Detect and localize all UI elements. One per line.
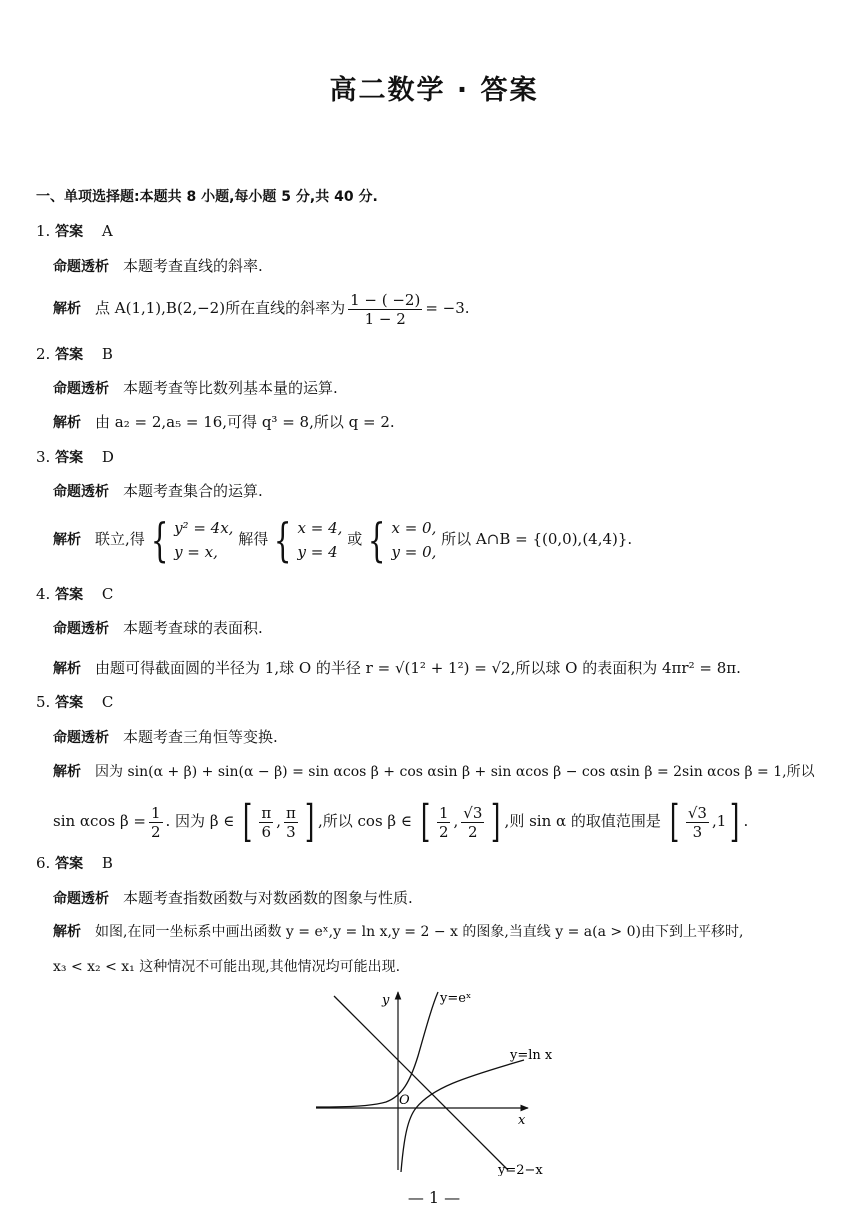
y-axis-label: y <box>382 993 390 1008</box>
bracket-close: ] <box>304 796 315 847</box>
bracket-open: [ <box>669 796 679 847</box>
analysis-label: 解析 <box>53 764 81 780</box>
q3-system-3 <box>391 516 436 564</box>
q3-analysis-mid2: 或 <box>347 530 363 548</box>
line-label: y=2−x <box>498 1163 543 1176</box>
analysis-label: 解析 <box>53 532 81 548</box>
q4-insight <box>53 618 263 639</box>
brace: { <box>150 513 169 567</box>
q6-number: 6. <box>36 854 51 872</box>
q5-frac-4 <box>437 804 451 841</box>
frac-den: 2 <box>438 822 449 841</box>
insight-label: 命题透析 <box>53 730 109 746</box>
exp-curve-label: y=eˣ <box>440 991 472 1006</box>
q5-analysis-line2: sin αcos β = $\frac{1}{2}$ . 因为 β ∈ [ $\frac{\pi}{6}$ , $\frac{\pi}{3}$ ] ,所以 cos β ∈ [ $\frac{1}{2}$ , $\frac{√3}{2}$ ] ,则 sin α 的取值范围是 [ $\frac{√3}{3}$ ,1] . <box>53 796 749 847</box>
page-number: — 1 — <box>407 1188 461 1207</box>
sys2-bot: y = 4 <box>297 543 338 561</box>
q3-number: 3. <box>36 448 51 466</box>
q3-system-1 <box>174 516 233 564</box>
analysis-label: 解析 <box>53 661 81 677</box>
q1-analysis-text: 点 A(1,1),B(2,−2)所在直线的斜率为 <box>95 299 346 317</box>
exp-curve <box>316 992 438 1107</box>
q5-l2-a: sin αcos β = <box>53 812 146 830</box>
q4-insight-text: 本题考查球的表面积. <box>123 619 263 637</box>
q5-insight <box>53 727 278 748</box>
q3-analysis <box>53 514 632 565</box>
q5-analysis-text: 因为 sin(α + β) + sin(α − β) = sin αcos β + cos αsin β + sin αcos β − cos αsin β = 2sin αcos β = 1,所以 <box>95 764 815 780</box>
q6-insight <box>53 888 413 909</box>
q1-frac-den: 1 − 2 <box>364 309 406 328</box>
insight-label: 命题透析 <box>53 259 109 275</box>
bracket-close: ] <box>730 796 740 847</box>
q4-analysis-text: 由题可得截面圆的半径为 1,球 O 的半径 r = √(1² + 1²) = √2,所以球 O 的表面积为 4πr² = 8π. <box>95 659 741 677</box>
q6-analysis-text: 如图,在同一坐标系中画出函数 y = eˣ,y = ln x,y = 2 − x 的图象,当直线 y = a(a > 0)由下到上平移时, <box>95 924 744 940</box>
q1-insight <box>53 256 263 277</box>
analysis-label: 解析 <box>53 924 81 940</box>
sys3-bot: y = 0, <box>391 543 437 561</box>
frac-num: 1 <box>150 803 161 822</box>
q2-analysis-text: 由 a₂ = 2,a₅ = 16,可得 q³ = 8,所以 q = 2. <box>95 413 395 431</box>
brace: { <box>274 513 292 567</box>
q5-l2-d: ,则 sin α 的取值范围是 <box>504 812 661 830</box>
q6-analysis-line1 <box>53 922 743 942</box>
frac-den: 3 <box>692 822 703 841</box>
q5-l2-b: . 因为 β ∈ <box>165 812 235 830</box>
q1-frac-num: 1 − ( −2) <box>350 290 421 309</box>
q5-insight-text: 本题考查三角恒等变换. <box>123 728 278 746</box>
answer-label: 答案 <box>55 450 84 466</box>
q4-answer-line <box>36 584 113 605</box>
q4-number: 4. <box>36 585 51 603</box>
q6-answer-line <box>36 853 113 874</box>
answer-label: 答案 <box>55 224 84 240</box>
ln-curve-label: y=ln x <box>510 1048 552 1063</box>
q1-answer-line <box>36 221 113 242</box>
brace: { <box>368 513 386 567</box>
section-heading: 一、单项选择题:本题共 8 小题,每小题 5 分,共 40 分. <box>36 189 378 205</box>
q5-analysis-line1 <box>53 762 815 782</box>
ln-curve <box>401 1060 524 1172</box>
q2-answer-line <box>36 344 113 365</box>
insight-label: 命题透析 <box>53 891 109 907</box>
q5-l2-e: ,1 <box>711 812 727 830</box>
q2-answer: B <box>101 345 113 363</box>
insight-label: 命题透析 <box>53 484 109 500</box>
frac-den: 3 <box>286 822 296 841</box>
line-2-minus-x <box>334 996 508 1170</box>
answer-label: 答案 <box>55 347 84 363</box>
q3-insight <box>53 481 263 502</box>
q5-l2-c: ,所以 cos β ∈ <box>318 812 412 830</box>
q5-l2-f: . <box>743 812 749 830</box>
insight-label: 命题透析 <box>53 621 109 637</box>
q5-frac-6 <box>686 804 709 841</box>
frac-num: π <box>285 803 296 822</box>
q2-number: 2. <box>36 345 51 363</box>
q3-system-2 <box>298 516 343 564</box>
page-title: 高二数学 · 答案 <box>329 75 539 106</box>
q5-frac-1 <box>149 804 163 841</box>
analysis-label: 解析 <box>53 415 81 431</box>
q3-analysis-mid1: 解得 <box>238 530 269 548</box>
function-graph <box>312 986 552 1176</box>
q2-insight-text: 本题考查等比数列基本量的运算. <box>123 379 338 397</box>
answer-label: 答案 <box>55 695 84 711</box>
q1-fraction <box>348 291 422 328</box>
sys2-top: x = 4, <box>297 519 343 537</box>
q6-answer: B <box>101 854 113 872</box>
origin-label: O <box>399 1093 410 1108</box>
q5-frac-2 <box>259 804 273 841</box>
q1-analysis <box>53 290 470 328</box>
q5-frac-5 <box>461 804 484 841</box>
frac-num: π <box>261 803 272 822</box>
q5-answer: C <box>101 693 114 711</box>
q6-insight-text: 本题考查指数函数与对数函数的图象与性质. <box>123 889 413 907</box>
bracket-open: [ <box>420 796 431 847</box>
frac-den: 2 <box>150 822 161 841</box>
frac-num: √3 <box>463 803 483 822</box>
q2-analysis <box>53 412 395 433</box>
frac-num: 1 <box>438 803 449 822</box>
q5-frac-3 <box>284 804 298 841</box>
q3-analysis-post: 所以 A∩B = {(0,0),(4,4)}. <box>441 530 633 548</box>
bracket-open: [ <box>243 796 253 847</box>
q6-analysis-line2: x₃ < x₂ < x₁ 这种情况不可能出现,其他情况均可能出现. <box>53 959 401 975</box>
x-axis-label: x <box>518 1113 526 1128</box>
q3-analysis-pre: 联立,得 <box>95 530 145 548</box>
q3-insight-text: 本题考查集合的运算. <box>123 482 263 500</box>
q4-analysis <box>53 658 741 679</box>
frac-num: √3 <box>687 803 707 822</box>
q1-number: 1. <box>36 222 51 240</box>
sys1-top: y² = 4x, <box>174 519 234 537</box>
answer-label: 答案 <box>55 856 84 872</box>
sys3-top: x = 0, <box>391 519 437 537</box>
q3-answer: D <box>101 448 114 466</box>
q2-insight <box>53 378 338 399</box>
bracket-close: ] <box>491 796 501 847</box>
q5-answer-line <box>36 692 113 713</box>
q1-analysis-result: = −3. <box>425 299 470 317</box>
q3-answer-line <box>36 447 114 468</box>
answer-label: 答案 <box>55 587 84 603</box>
q5-number: 5. <box>36 693 51 711</box>
analysis-label: 解析 <box>53 301 81 317</box>
frac-den: 6 <box>261 822 272 841</box>
q1-insight-text: 本题考查直线的斜率. <box>123 257 263 275</box>
q1-answer: A <box>101 222 113 240</box>
sys1-bot: y = x, <box>174 543 218 561</box>
insight-label: 命题透析 <box>53 381 109 397</box>
q4-answer: C <box>101 585 114 603</box>
frac-den: 2 <box>468 822 478 841</box>
